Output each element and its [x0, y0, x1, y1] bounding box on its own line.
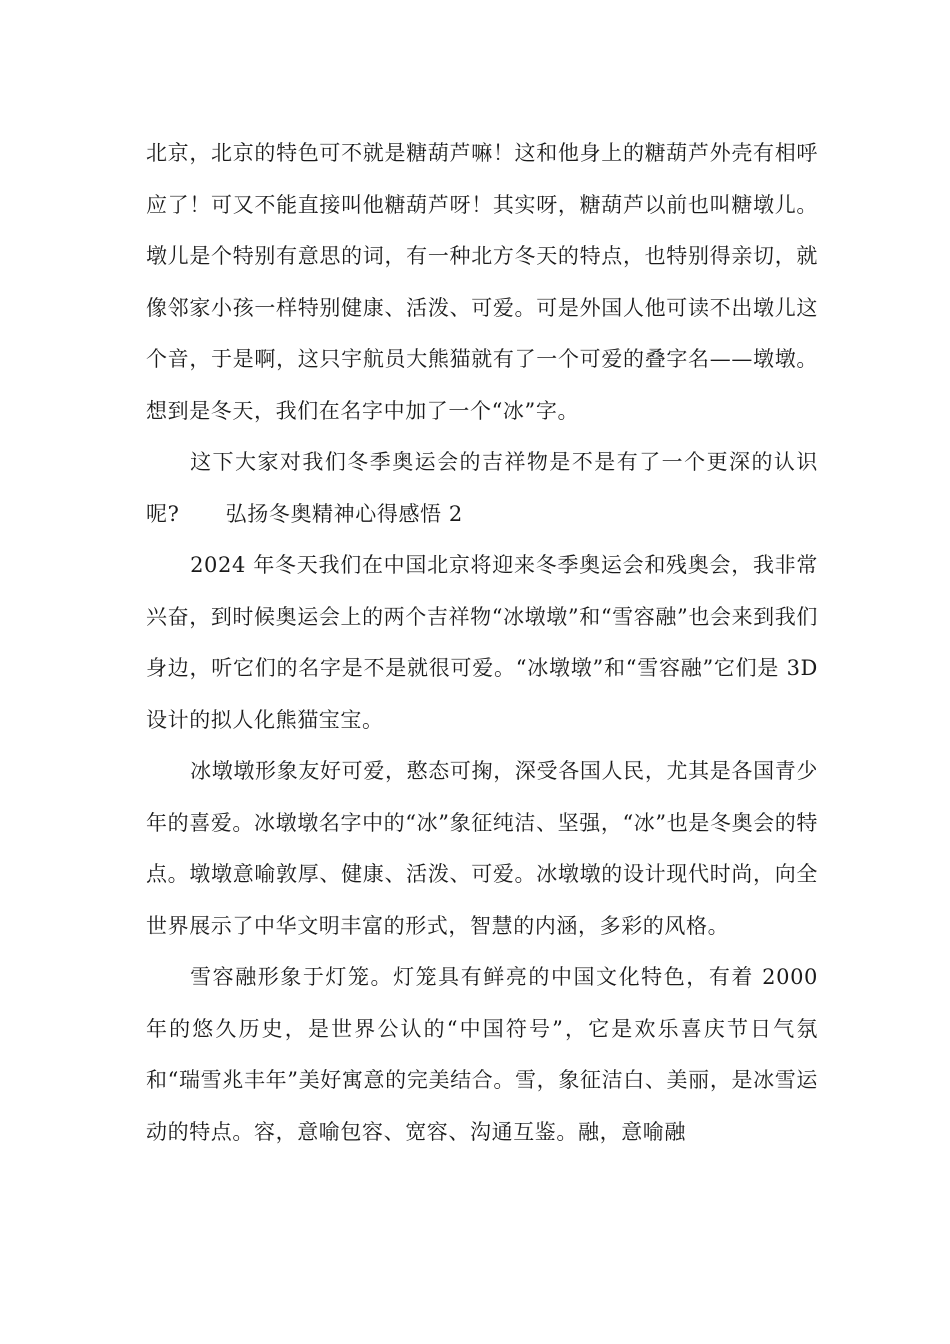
- paragraph-5-text: 雪容融形象于灯笼。灯笼具有鲜亮的中国文化特色，有着 2000 年的悠久历史，是世界公认的“中国符号”，它是欢乐喜庆节日气氛和“瑞雪兆丰年”美好寓意的完美结合。雪，象征洁白、美丽，是冰雪运动的特点。容，意喻包容、宽容、沟通互鉴。融，意喻融: [146, 965, 818, 1144]
- paragraph-2: [146, 437, 818, 540]
- paragraph-2-text: 这下大家对我们冬季奥运会的吉祥物是不是有了一个更深的认识呢?: [146, 450, 818, 526]
- paragraph-3-text: 2024 年冬天我们在中国北京将迎来冬季奥运会和残奥会，我非常兴奋，到时候奥运会上的两个吉祥物“冰墩墩”和“雪容融”也会来到我们身边，听它们的名字是不是就很可爱。“冰墩墩”和“雪容融”它们是 3D 设计的拟人化熊猫宝宝。: [146, 553, 818, 732]
- paragraph-4: [146, 746, 818, 952]
- paragraph-3: [146, 540, 818, 746]
- paragraph-5: [146, 952, 818, 1158]
- paragraph-1-text: 北京，北京的特色可不就是糖葫芦嘛！这和他身上的糖葫芦外壳有相呼应了！可又不能直接叫他糖葫芦呀！其实呀，糖葫芦以前也叫糖墩儿。墩儿是个特别有意思的词，有一种北方冬天的特点，也特别得亲切，就像邻家小孩一样特别健康、活泼、可爱。可是外国人他可读不出墩儿这个音，于是啊，这只宇航员大熊猫就有了一个可爱的叠字名——墩墩。想到是冬天，我们在名字中加了一个“冰”字。: [146, 141, 818, 423]
- document-body: [146, 128, 818, 1158]
- paragraph-1: [146, 128, 818, 437]
- paragraph-4-text: 冰墩墩形象友好可爱，憨态可掬，深受各国人民，尤其是各国青少年的喜爱。冰墩墩名字中的“冰”象征纯洁、坚强，“冰”也是冬奥会的特点。墩墩意喻敦厚、健康、活泼、可爱。冰墩墩的设计现代时尚，向全世界展示了中华文明丰富的形式，智慧的内涵，多彩的风格。: [146, 759, 818, 938]
- section-heading: 弘扬冬奥精神心得感悟 2: [225, 501, 463, 526]
